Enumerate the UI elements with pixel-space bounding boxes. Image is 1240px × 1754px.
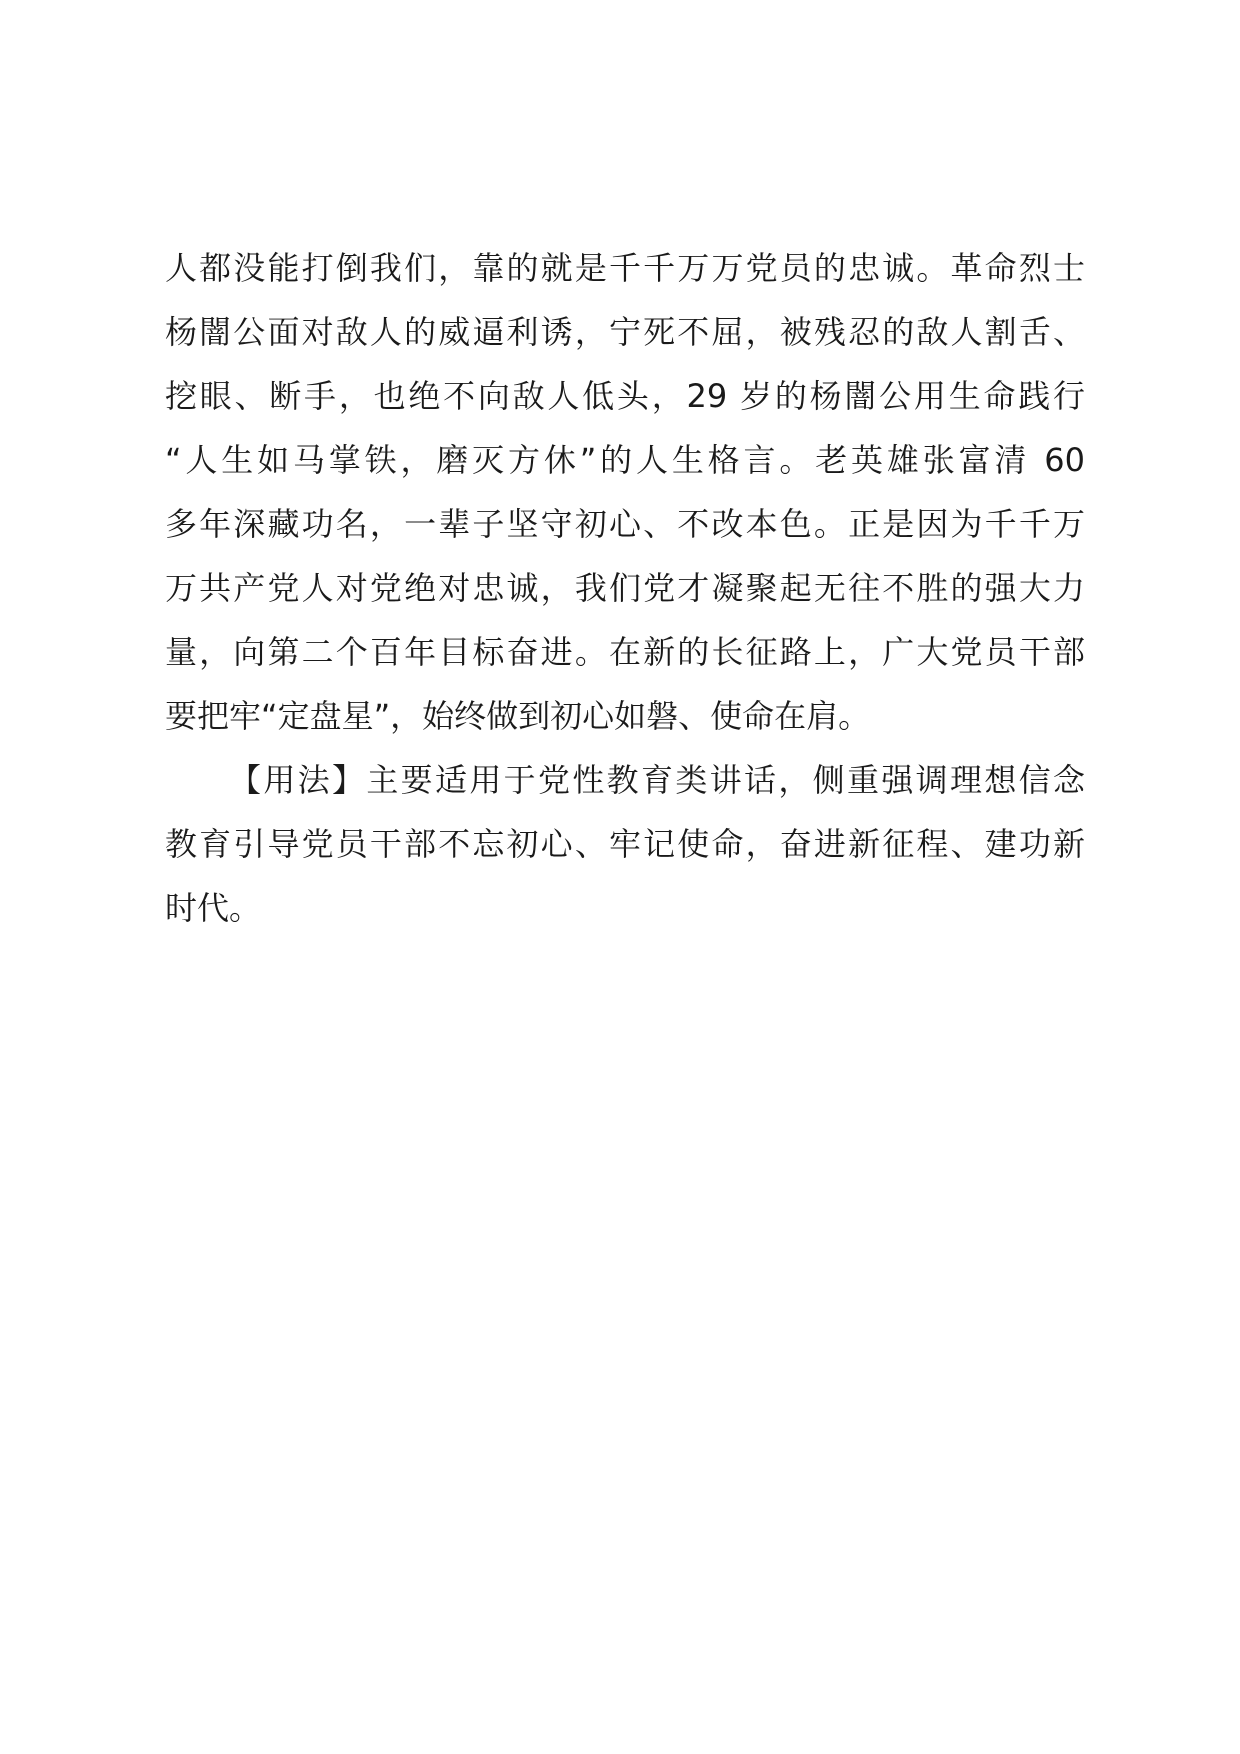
paragraph-usage	[165, 748, 1085, 940]
text-line: 多年深藏功名，一辈子坚守初心、不改本色。正是因为千千万	[165, 505, 1085, 543]
text-line: 时代。	[165, 889, 262, 927]
text-line: 挖眼、断手，也绝不向敌人低头，29 岁的杨闇公用生命践行	[165, 377, 1085, 415]
text-line: 要把牢“定盘星”，始终做到初心如磐、使命在肩。	[165, 697, 871, 735]
text-line: “人生如马掌铁，磨灭方休”的人生格言。老英雄张富清 60	[165, 441, 1085, 479]
text-line: 【用法】主要适用于党性教育类讲话，侧重强调理想信念	[229, 761, 1085, 799]
text-line: 人都没能打倒我们，靠的就是千千万万党员的忠诚。革命烈士	[165, 249, 1085, 287]
document-body	[165, 236, 1085, 940]
text-line: 量，向第二个百年目标奋进。在新的长征路上，广大党员干部	[165, 633, 1085, 671]
paragraph-story	[165, 236, 1085, 748]
text-line: 杨闇公面对敌人的威逼利诱，宁死不屈，被残忍的敌人割舌、	[165, 313, 1085, 351]
text-line: 教育引导党员干部不忘初心、牢记使命，奋进新征程、建功新	[165, 825, 1085, 863]
text-line: 万共产党人对党绝对忠诚，我们党才凝聚起无往不胜的强大力	[165, 569, 1085, 607]
